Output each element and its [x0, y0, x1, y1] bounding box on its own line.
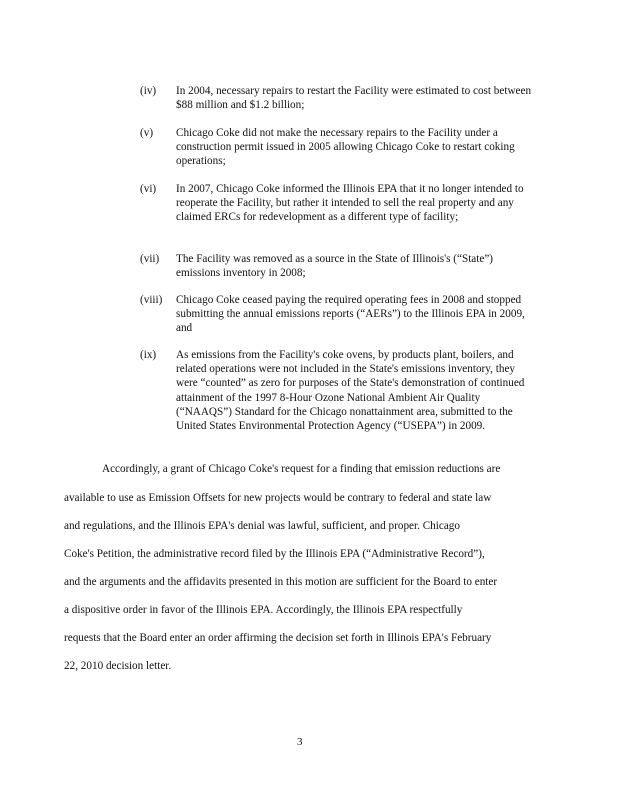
list-item-number: (viii) [140, 294, 163, 306]
list-item-number: (ix) [140, 349, 157, 361]
body-paragraph-line: a dispositive order in favor of the Illinois EPA. Accordingly, the Illinois EPA respectfully [64, 604, 463, 616]
body-paragraph-line: and regulations, and the Illinois EPA's denial was lawful, sufficient, and proper. Chicago [64, 520, 460, 532]
body-paragraph-line: available to use as Emission Offsets for new projects would be contrary to federal and state law [64, 492, 492, 504]
list-item-number: (iv) [140, 85, 157, 97]
body-paragraph-line: and the arguments and the affidavits presented in this motion are sufficient for the Board to enter [64, 576, 498, 588]
body-paragraph-line: Coke's Petition, the administrative record filed by the Illinois EPA (“Administrative Record”), [64, 548, 485, 560]
list-item-text: As emissions from the Facility's coke ovens, by products plant, boilers, and related operations were not included in the State's emissions inventory, they were “counted” as zero for purposes of the State's demonstration of continued attainment of the 1997 8-Hour Ozone National Ambient Air Quality (“NAAQS”) Standard for the Chicago nonattainment area, submitted to the United States Environmental Protection Agency (“USEPA”) in 2009. [176, 349, 525, 433]
body-paragraph-line: requests that the Board enter an order affirming the decision set forth in Illinois EPA's February [64, 632, 492, 644]
body-paragraph-line: 22, 2010 decision letter. [64, 660, 172, 672]
list-item-text: In 2004, necessary repairs to restart the Facility were estimated to cost between $88 million and $1.2 billion; [176, 85, 532, 112]
list-item-number: (vi) [140, 183, 157, 195]
list-item-text: In 2007, Chicago Coke informed the Illinois EPA that it no longer intended to reoperate the Facility, but rather it intended to sell the real property and any claimed ERCs for redevelopment as a different type of facility; [176, 183, 524, 224]
list-item-number: (v) [140, 127, 154, 139]
list-item-text: Chicago Coke ceased paying the required operating fees in 2008 and stopped submitting the annual emissions reports (“AERs”) to the Illinois EPA in 2009, and [176, 294, 525, 335]
body-paragraph-line: Accordingly, a grant of Chicago Coke's request for a finding that emission reductions are [102, 463, 501, 475]
list-item-text: Chicago Coke did not make the necessary repairs to the Facility under a construction permit issued in 2005 allowing Chicago Coke to restart coking operations; [176, 127, 515, 168]
list-item-text: The Facility was removed as a source in the State of Illinois's (“State”) emissions inventory in 2008; [176, 253, 494, 280]
list-item-number: (vii) [140, 253, 160, 265]
page-number: 3 [297, 736, 303, 748]
